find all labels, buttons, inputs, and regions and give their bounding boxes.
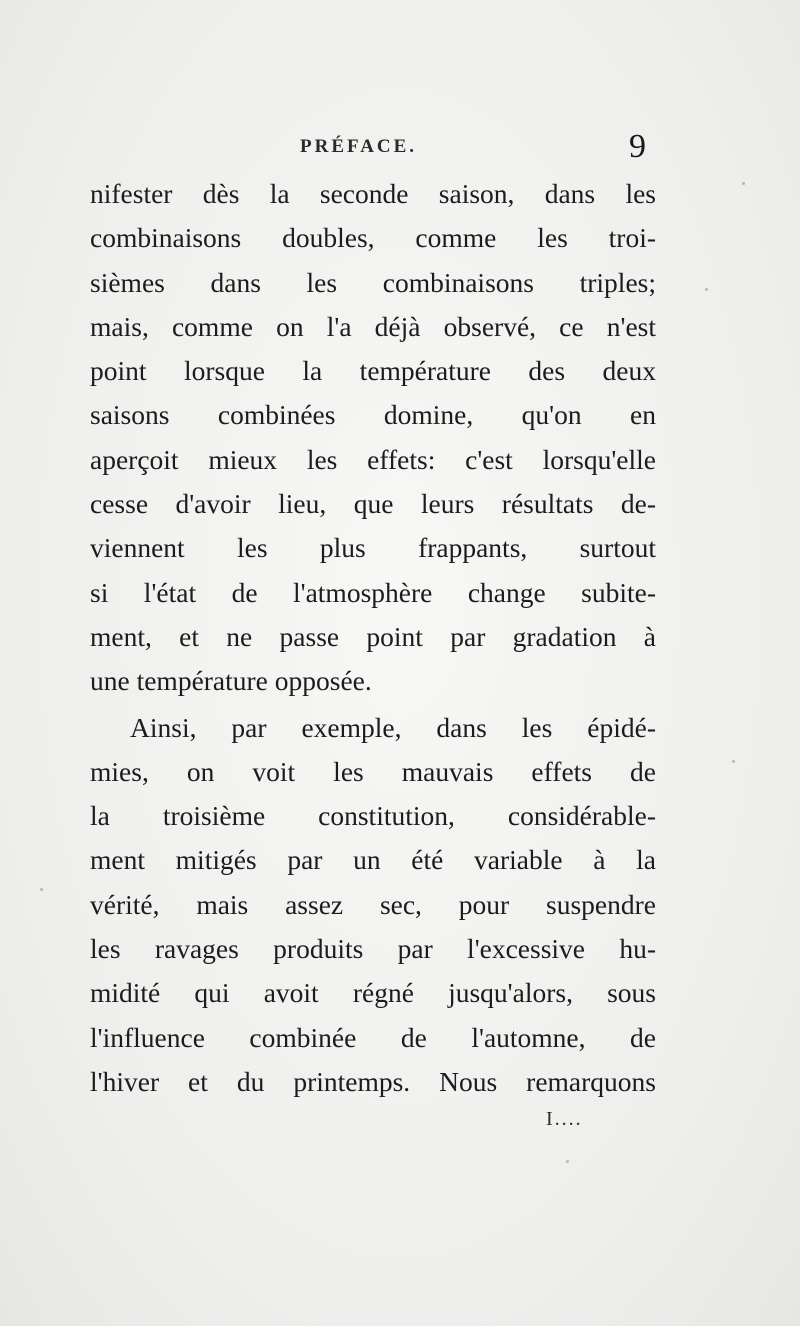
text-line: les ravages produits par l'excessive hu- [90,933,656,965]
text-line: nifester dès la seconde saison, dans les [90,178,656,209]
text-line: la troisième constitution, considérable- [90,800,656,832]
paper-speck [566,1160,569,1163]
paper-speck [40,888,43,891]
text-line: ment, et ne passe point par gradation à [90,620,656,652]
page-title: PRÉFACE. [300,136,418,157]
text-line: vérité, mais assez sec, pour suspendre [90,888,656,920]
paper-speck [732,760,735,763]
body-text [90,172,656,1104]
paper-speck [705,288,708,291]
paragraph-2 [90,706,656,1105]
text-line: saisons combinées domine, qu'on en [90,399,656,431]
catchword: I.... [546,1108,583,1130]
paper-speck [742,182,745,185]
text-line: mies, on voit les mauvais effets de [90,755,656,787]
text-line: point lorsque la température des deux [90,355,656,387]
text-line: viennent les plus frappants, surtout [90,532,656,564]
text-line: Ainsi, par exemple, dans les épidé- [130,711,656,743]
text-line: ment mitigés par un été variable à la [90,844,656,876]
text-line: aperçoit mieux les effets: c'est lorsqu'elle [90,443,656,475]
text-line: sièmes dans les combinaisons triples; [90,266,656,298]
running-head [92,128,652,168]
text-line: si l'état de l'atmosphère change subite- [90,576,656,608]
text-line: mais, comme on l'a déjà observé, ce n'est [90,310,656,342]
text-line: l'hiver et du printemps. Nous remarquons [90,1065,656,1097]
text-line: combinaisons doubles, comme les troi- [90,222,656,254]
page-number: 9 [629,128,646,165]
text-line: l'influence combinée de l'automne, de [90,1021,656,1053]
paragraph-1 [90,172,656,704]
text-line: une température opposée. [90,665,372,697]
text-line: midité qui avoit régné jusqu'alors, sous [90,977,656,1009]
text-line: cesse d'avoir lieu, que leurs résultats de- [90,488,656,520]
